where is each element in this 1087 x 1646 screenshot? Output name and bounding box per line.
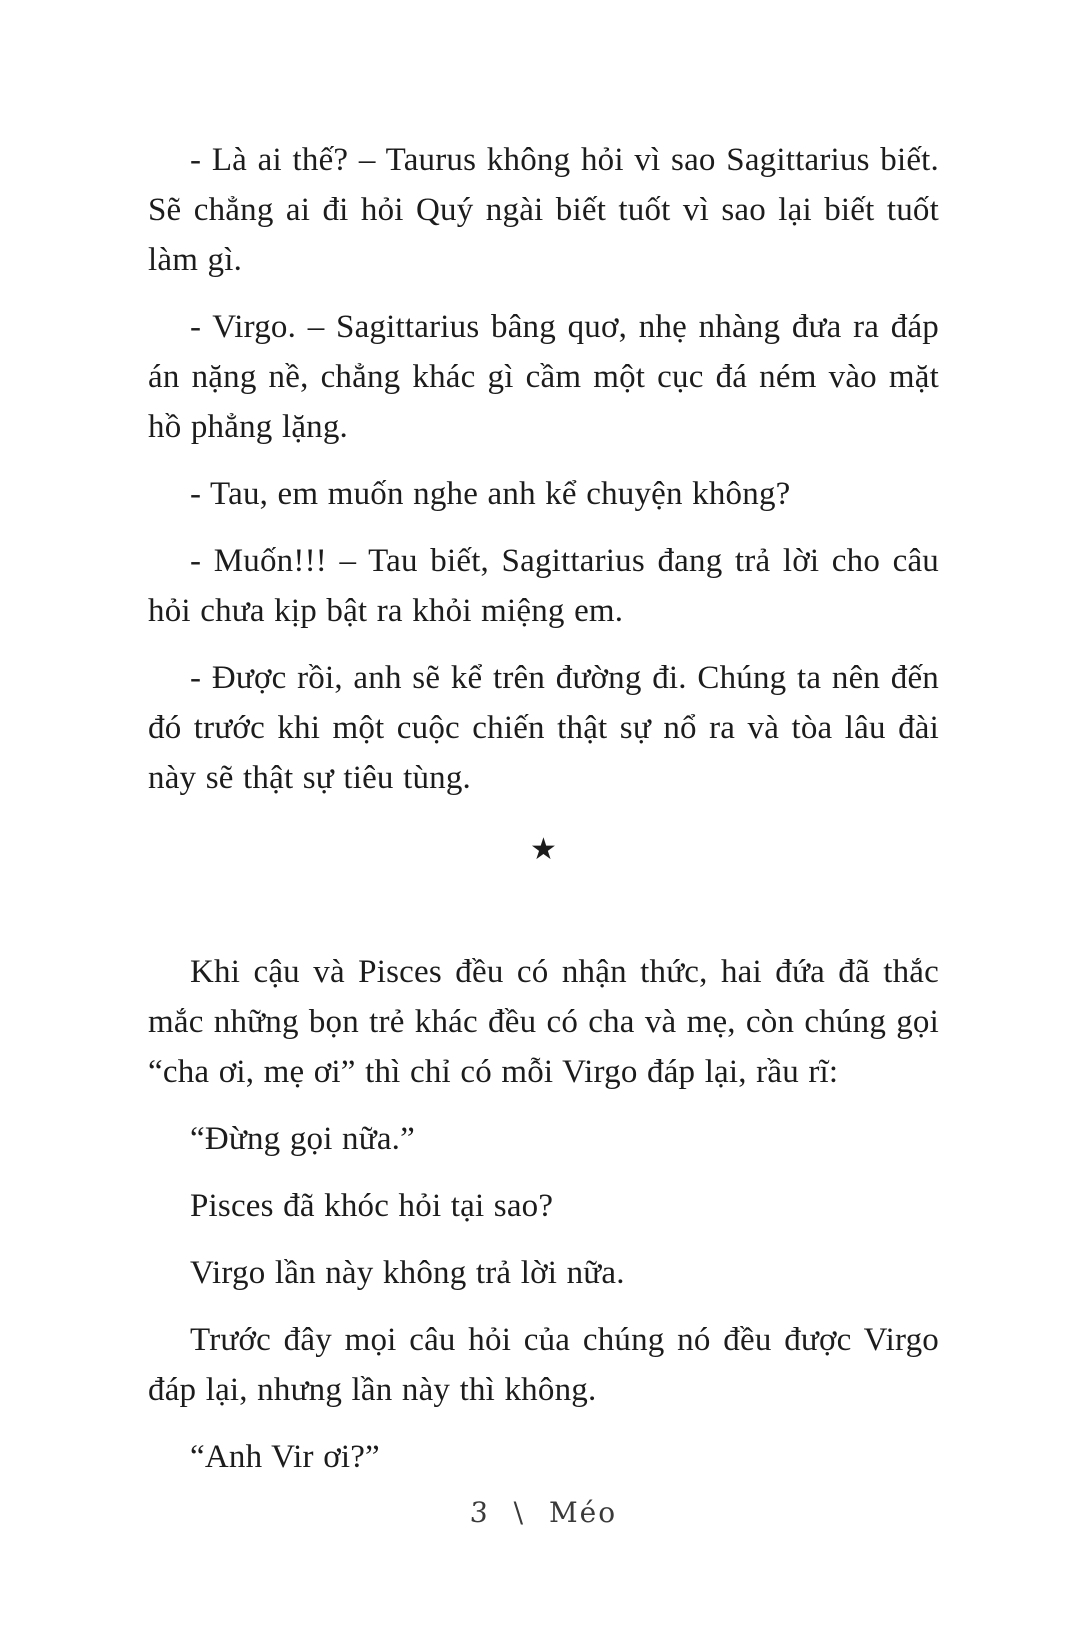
paragraph: Pisces đã khóc hỏi tại sao? <box>190 1188 554 1224</box>
paragraph: - Được rồi, anh sẽ kể trên đường đi. Chúng ta nên đến đó trước khi một cuộc chiến thật sự nổ ra và tòa lâu đài này sẽ thật sự tiêu tùng. <box>148 660 939 796</box>
text-section-before-break <box>148 135 939 803</box>
footer-divider: \ <box>513 1496 525 1529</box>
paragraph: - Muốn!!! – Tau biết, Sagittarius đang trả lời cho câu hỏi chưa kịp bật ra khỏi miệng em. <box>148 543 939 629</box>
paragraph: - Tau, em muốn nghe anh kể chuyện không? <box>190 476 791 512</box>
paragraph: Trước đây mọi câu hỏi của chúng nó đều được Virgo đáp lại, nhưng lần này thì không. <box>148 1322 939 1408</box>
paragraph: “Đừng gọi nữa.” <box>190 1121 415 1157</box>
section-break <box>148 820 939 885</box>
paragraph: Khi cậu và Pisces đều có nhận thức, hai đứa đã thắc mắc những bọn trẻ khác đều có cha và mẹ, còn chúng gọi “cha ơi, mẹ ơi” thì chỉ có mỗi Virgo đáp lại, rầu rĩ: <box>148 954 939 1090</box>
page-footer <box>0 1496 1087 1529</box>
paragraph: - Là ai thế? – Taurus không hỏi vì sao Sagittarius biết. Sẽ chẳng ai đi hỏi Quý ngài biết tuốt vì sao lại biết tuốt làm gì. <box>148 142 939 278</box>
page-number: 3 <box>468 1496 491 1529</box>
footer-running-title: Méo <box>548 1496 618 1529</box>
star-icon: ★ <box>530 833 557 866</box>
paragraph: “Anh Vir ơi?” <box>190 1439 380 1475</box>
paragraph: Virgo lần này không trả lời nữa. <box>190 1255 625 1291</box>
text-section-after-break <box>148 947 939 1482</box>
paragraph: - Virgo. – Sagittarius bâng quơ, nhẹ nhàng đưa ra đáp án nặng nề, chẳng khác gì cầm một cục đá ném vào mặt hồ phẳng lặng. <box>148 309 939 445</box>
